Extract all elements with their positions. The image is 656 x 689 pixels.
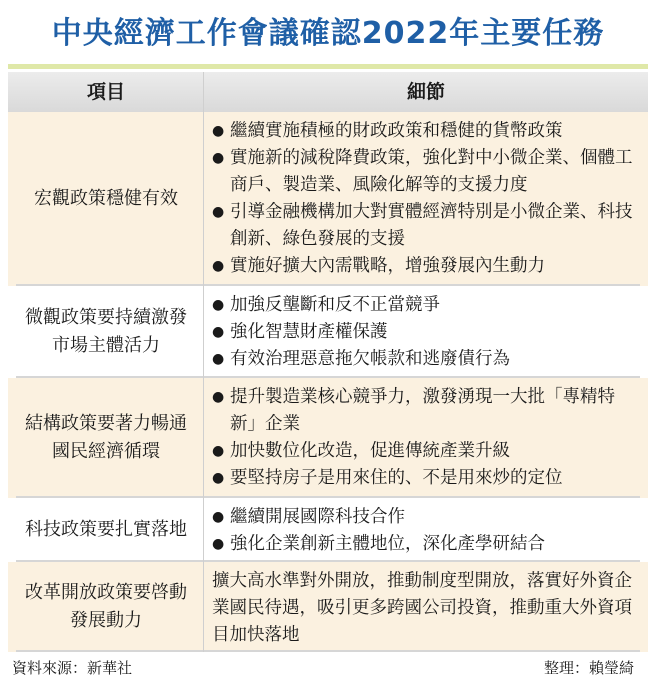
title-underline — [8, 64, 648, 69]
bullet-icon: ● — [212, 258, 225, 274]
bullet-icon: ● — [212, 123, 225, 139]
bullet-icon: ● — [212, 324, 225, 340]
bullet-icon: ● — [212, 150, 225, 166]
author-credit: 整理：賴瑩綺 — [543, 659, 634, 677]
row-details — [212, 292, 636, 373]
bullet-icon: ● — [212, 443, 225, 459]
list-item: ● 強化企業創新主體地位，深化產學研結合 — [212, 531, 636, 558]
bullet-icon: ● — [212, 470, 225, 486]
list-item: ● 提升製造業核心競爭力，激發湧現一大批「專精特新」企業 — [212, 384, 636, 438]
column-divider — [203, 72, 204, 652]
row-divider — [16, 650, 640, 652]
row-category: 科技政策要扎實落地 — [25, 519, 187, 540]
list-item: ● 強化智慧財產權保護 — [212, 319, 636, 346]
footer — [8, 655, 648, 681]
row-category: 結構政策要著力暢通國民經濟循環 — [25, 413, 187, 462]
bullet-icon: ● — [212, 204, 225, 220]
list-item: ● 要堅持房子是用來住的、不是用來炒的定位 — [212, 465, 636, 492]
table-row — [8, 378, 648, 498]
list-item: ● 繼續實施積極的財政政策和穩健的貨幣政策 — [212, 118, 636, 145]
row-details — [212, 504, 636, 558]
table-row — [8, 498, 648, 562]
bullet-icon: ● — [212, 297, 225, 313]
list-item: ● 有效治理惡意拖欠帳款和逃廢債行為 — [212, 346, 636, 373]
list-item: ● 實施新的減稅降費政策，強化對中小微企業、個體工商戶、製造業、風險化解等的支援力度 — [212, 145, 636, 199]
list-item: ● 引導金融機構加大對實體經濟特別是小微企業、科技創新、綠色發展的支援 — [212, 199, 636, 253]
bullet-icon: ● — [212, 389, 225, 405]
list-item: ● 加快數位化改造，促進傳統產業升級 — [212, 438, 636, 465]
table-row — [8, 112, 648, 286]
page-title: 中央經濟工作會議確認2022年主要任務 — [51, 16, 605, 51]
row-text: 擴大高水準對外開放，推動制度型開放，落實好外資企業國民待遇，吸引更多跨國公司投資，推動重大外資項目加快落地 — [212, 571, 632, 645]
list-item: ● 繼續開展國際科技合作 — [212, 504, 636, 531]
row-details — [212, 568, 636, 649]
header-item: 項目 — [86, 81, 125, 103]
bullet-icon: ● — [212, 351, 225, 367]
list-item: ● 加強反壟斷和反不正當競爭 — [212, 292, 636, 319]
header-detail: 細節 — [406, 81, 445, 103]
row-category: 改革開放政策要啓動發展動力 — [25, 582, 187, 631]
list-item: ● 實施好擴大內需戰略，增強發展內生動力 — [212, 253, 636, 280]
row-category: 微觀政策要持續激發市場主體活力 — [25, 307, 187, 356]
table-row — [8, 286, 648, 378]
table-row — [8, 562, 648, 652]
bullet-icon: ● — [212, 536, 225, 552]
source-credit: 資料來源：新華社 — [12, 659, 133, 677]
bullet-icon: ● — [212, 509, 225, 525]
table-header — [8, 72, 648, 112]
row-details — [212, 118, 636, 280]
row-details — [212, 384, 636, 492]
row-category: 宏觀政策穩健有效 — [34, 188, 178, 209]
